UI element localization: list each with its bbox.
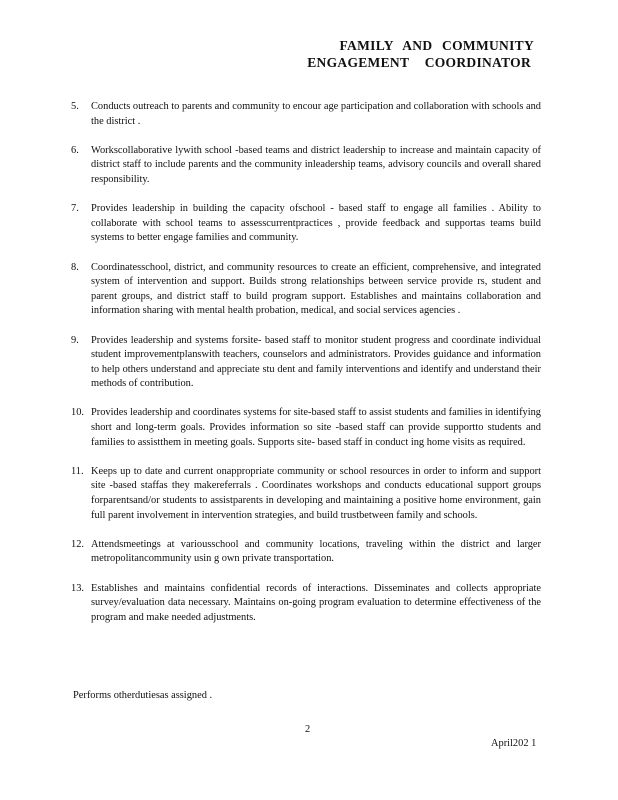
item-text: Keeps up to date and current onappropriate community or school resources in order to inform and support site -based staffas they makereferrals . Coordinates workshops and conducts educational support groups forparentsand/or students to assistparents in developing and maintaining a positive home environment, gain full parent involvement in intervention strategies, and build trustbetween family and schools. bbox=[91, 465, 541, 521]
list-item bbox=[71, 202, 541, 246]
other-duties-text: Performs otherdutiesas assigned . bbox=[73, 690, 213, 701]
item-text: Establishes and maintains confidential records of interactions. Disseminates and collects appropriate survey/evaluation data necessary. Maintains on-going program evaluation to determine effectiveness of the program and make needed adjustments. bbox=[91, 582, 541, 623]
item-number: 12. bbox=[71, 538, 84, 550]
page-number: 2 bbox=[305, 724, 311, 735]
duties-list bbox=[71, 100, 541, 640]
item-number: 8. bbox=[71, 261, 79, 273]
item-text: Coordinatesschool, district, and community resources to create an efficient, comprehensive, and integrated system of intervention and support. Builds strong relationships between service provide rs, student and parent groups, and district staff to build program support. Establishes and maintains collaboration and information sharing with mental health probation, medical, and social services agencies . bbox=[91, 261, 541, 317]
list-item bbox=[71, 582, 541, 626]
page-title-line-1: FAMILY AND COMMUNITY bbox=[339, 38, 534, 53]
list-item bbox=[71, 261, 541, 319]
page-title-line-2: ENGAGEMENT COORDINATOR bbox=[307, 55, 531, 70]
item-text: Provides leadership and systems forsite- based staff to monitor student progress and coordinate individual student improvementplanswith teachers, counselors and administrators. Provides guidance and information to help others understand and appreciate stu dent and family interventions and identify and understand their methods of contribution. bbox=[91, 334, 541, 390]
revision-date: April202 1 bbox=[491, 738, 537, 749]
item-text: Provides leadership and coordinates systems for site-based staff to assist students and families in identifying short and long-term goals. Provides information so site -based staff can provide supportto students and families to assistthem in meeting goals. Supports site- based staff in conduct ing home visits as required. bbox=[91, 407, 541, 448]
item-number: 9. bbox=[71, 334, 79, 346]
list-item bbox=[71, 100, 541, 129]
item-number: 10. bbox=[71, 407, 84, 419]
item-number: 7. bbox=[71, 203, 79, 215]
item-number: 5. bbox=[71, 101, 79, 112]
item-text: Attendsmeetings at variousschool and community locations, traveling within the district and larger metropolitancommunity usin g own private transportation. bbox=[91, 538, 541, 565]
item-number: 11. bbox=[71, 465, 84, 477]
item-text: Provides leadership in building the capacity ofschool - based staff to engage all families . Ability to collaborate with school teams to assesscurrentpractices , provide feedback and supportas teams build systems to better engage families and community. bbox=[91, 203, 541, 244]
list-item bbox=[71, 144, 541, 188]
list-item bbox=[71, 465, 541, 523]
item-number: 6. bbox=[71, 144, 79, 156]
item-text: Conducts outreach to parents and community to encour age participation and collaboration with schools and the district . bbox=[91, 101, 541, 127]
item-number: 13. bbox=[71, 582, 84, 594]
list-item bbox=[71, 538, 541, 567]
list-item bbox=[71, 406, 541, 450]
list-item bbox=[71, 334, 541, 392]
item-text: Workscollaborative lywith school -based teams and district leadership to increase and maintain capacity of district staff to include parents and the community inleadership teams, advisory councils and overall shared responsibility. bbox=[91, 144, 541, 185]
